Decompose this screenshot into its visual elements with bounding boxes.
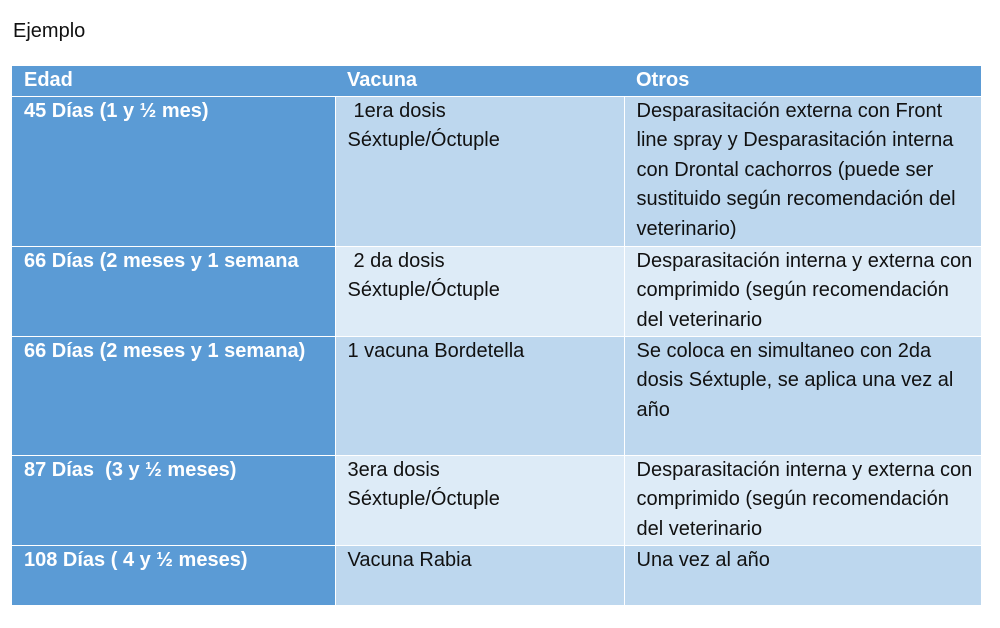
cell-otros: Desparasitación externa con Front line spray y Desparasitación interna con Drontal cachorros (puede ser sustituido según recomendación del veterinario) xyxy=(624,96,981,246)
cell-edad: 108 Días ( 4 y ½ meses) xyxy=(12,545,335,605)
header-otros: Otros xyxy=(624,66,981,96)
vacuna-line: 1 vacuna Bordetella xyxy=(347,339,525,362)
vacuna-line: Séxtuple/Óctuple xyxy=(347,488,500,510)
table-header-row xyxy=(12,66,981,96)
header-edad: Edad xyxy=(12,66,335,96)
vacuna-line: Séxtuple/Óctuple xyxy=(347,279,500,301)
table-row xyxy=(12,246,981,336)
vaccination-table xyxy=(12,66,981,605)
table-row xyxy=(12,96,981,246)
header-vacuna: Vacuna xyxy=(335,66,624,96)
cell-vacuna xyxy=(335,96,624,246)
vacuna-line: 2 da dosis xyxy=(353,249,445,272)
cell-otros: Desparasitación interna y externa con comprimido (según recomendación del veterinario xyxy=(624,455,981,545)
cell-edad: 45 Días (1 y ½ mes) xyxy=(12,96,335,246)
cell-edad: 87 Días (3 y ½ meses) xyxy=(12,455,335,545)
cell-otros: Se coloca en simultaneo con 2da dosis Séxtuple, se aplica una vez al año xyxy=(624,336,981,455)
vacuna-line: Séxtuple/Óctuple xyxy=(347,129,500,151)
cell-otros: Una vez al año xyxy=(624,545,981,605)
cell-vacuna xyxy=(335,545,624,605)
table-row xyxy=(12,455,981,545)
cell-vacuna xyxy=(335,336,624,455)
vacuna-line: Vacuna Rabia xyxy=(347,548,472,571)
cell-vacuna xyxy=(335,455,624,545)
table-row xyxy=(12,545,981,605)
cell-edad: 66 Días (2 meses y 1 semana) xyxy=(12,336,335,455)
cell-vacuna xyxy=(335,246,624,336)
vacuna-line: 3era dosis xyxy=(347,458,440,481)
caption: Ejemplo xyxy=(13,20,86,42)
table-row xyxy=(12,336,981,455)
cell-edad: 66 Días (2 meses y 1 semana xyxy=(12,246,335,336)
vacuna-line: 1era dosis xyxy=(353,99,446,122)
cell-otros: Desparasitación interna y externa con comprimido (según recomendación del veterinario xyxy=(624,246,981,336)
